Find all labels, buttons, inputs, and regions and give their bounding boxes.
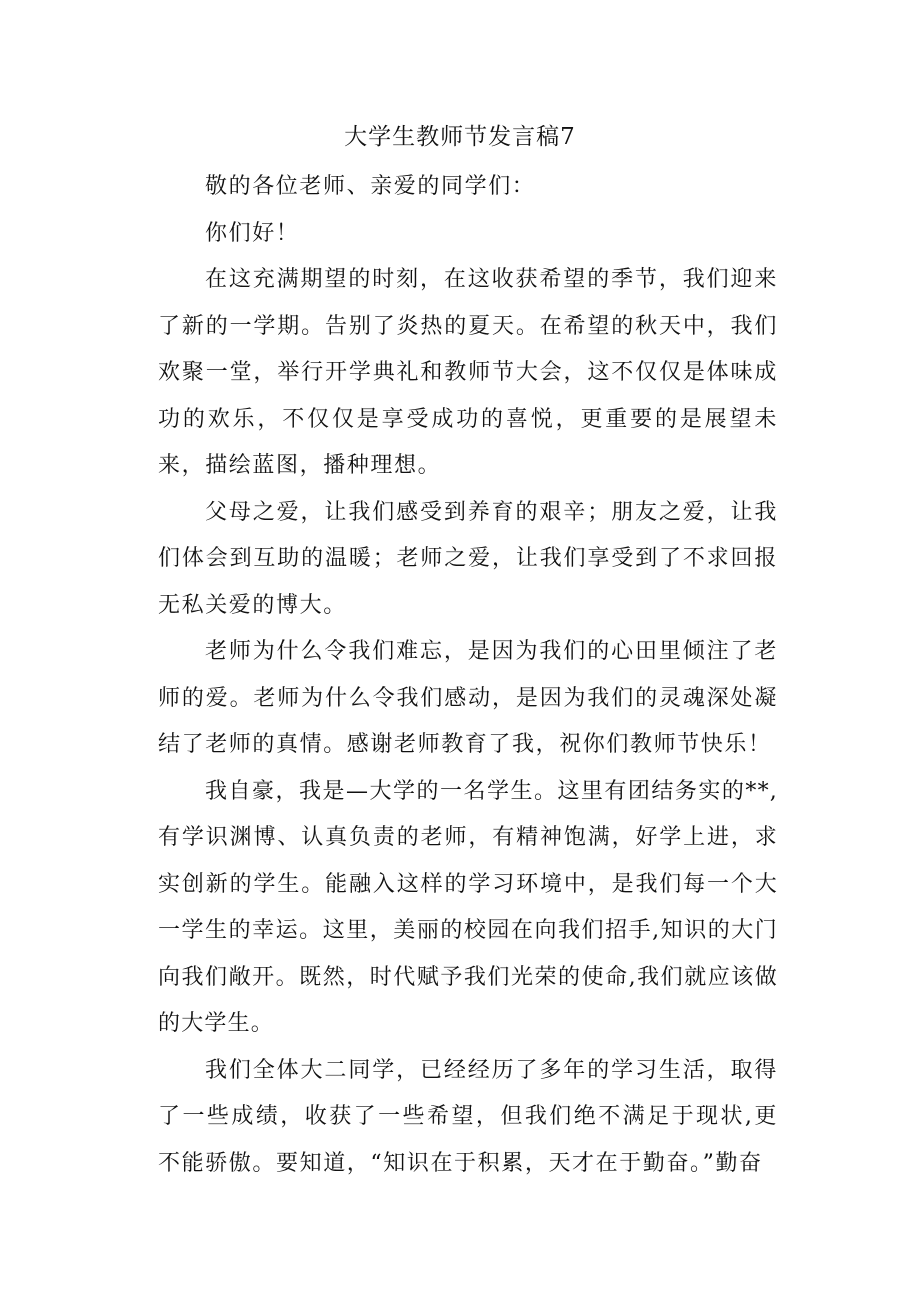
paragraph-sophomores: 我们全体大二同学，已经经历了多年的学习生活，取得了一些成绩，收获了一些希望，但我们绝不满足于现状,更不能骄傲。要知道，“知识在于积累，天才在于勤奋。”勤奋 (158, 1057, 778, 1176)
greeting: 你们好！ (205, 220, 300, 246)
paragraph-pride: 我自豪，我是—大学的一名学生。这里有团结务实的**,有学识渊博、认真负责的老师，有精神饱满，好学上进，求实创新的学生。能融入这样的学习环境中，是我们每一个大一学生的幸运。这里，美丽的校园在向我们招手,知识的大门向我们敞开。既然，时代赋予我们光荣的使命,我们就应该做的大学生。 (158, 778, 778, 1036)
document-title: 大学生教师节发言稿7 (344, 124, 576, 150)
salutation: 敬的各位老师、亲爱的同学们： (205, 174, 536, 199)
document-body (158, 164, 778, 1187)
paragraph-new-semester: 在这充满期望的时刻，在这收获希望的季节，我们迎来了新的一学期。告别了炎热的夏天。在希望的秋天中，我们欢聚一堂，举行开学典礼和教师节大会，这不仅仅是体味成功的欢乐，不仅仅是享受成功的喜悦，更重要的是展望未来，描绘蓝图，播种理想。 (158, 267, 778, 478)
paragraph-teachers: 老师为什么令我们难忘，是因为我们的心田里倾注了老师的爱。老师为什么令我们感动，是因为我们的灵魂深处凝结了老师的真情。感谢老师教育了我，祝你们教师节快乐！ (158, 639, 778, 757)
paragraph-love: 父母之爱，让我们感受到养育的艰辛；朋友之爱，让我们体会到互助的温暖；老师之爱，让我们享受到了不求回报无私关爱的博大。 (158, 499, 778, 618)
